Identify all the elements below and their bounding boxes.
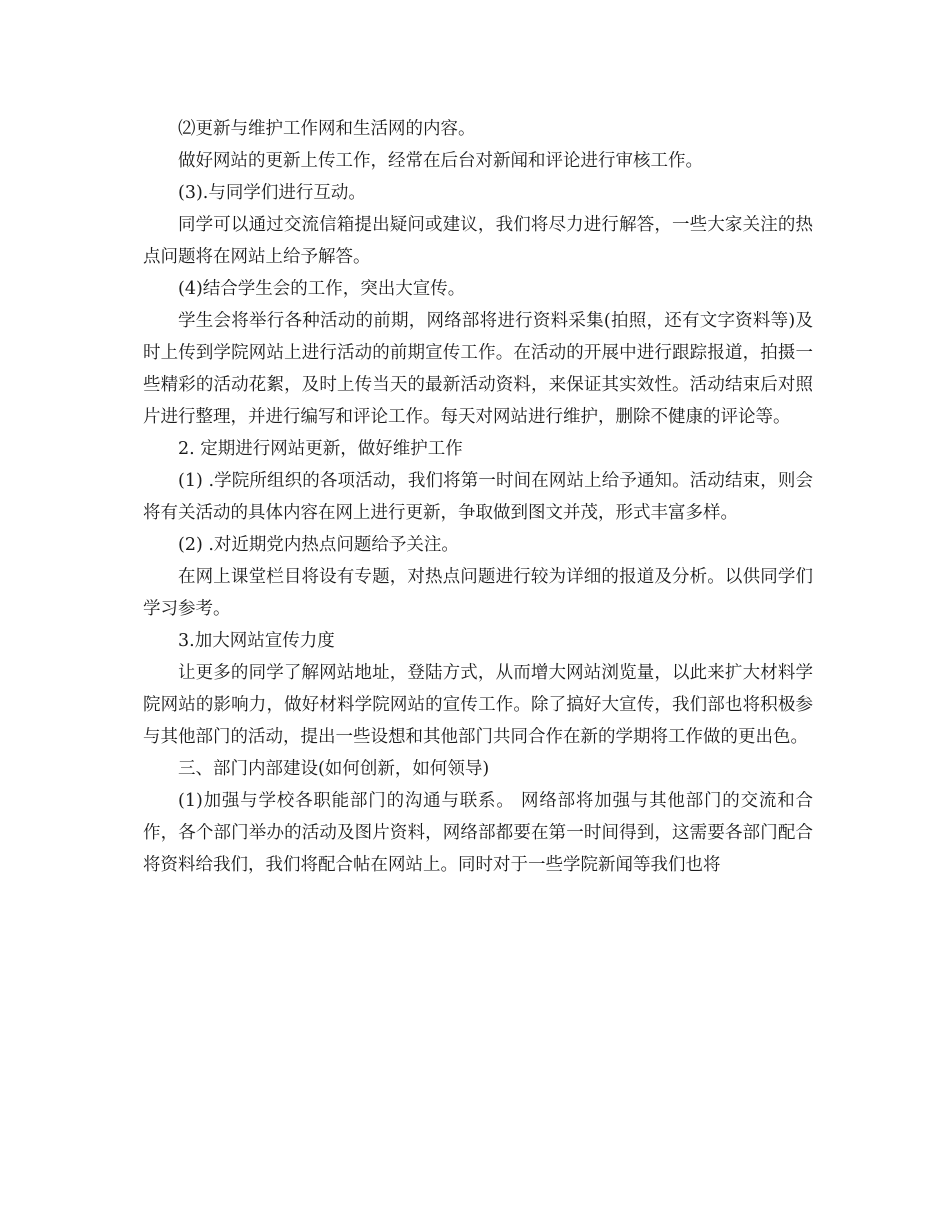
paragraph: 3.加大网站宣传力度	[178, 631, 335, 651]
paragraph: 同学可以通过交流信箱提出疑问或建议，我们将尽力进行解答，一些大家关注的热点问题将在网站上给予解答。	[143, 215, 813, 267]
paragraph: 让更多的同学了解网站地址，登陆方式，从而增大网站浏览量，以此来扩大材料学院网站的影响力，做好材料学院网站的宣传工作。除了搞好大宣传，我们部也将积极参与其他部门的活动，提出一些设想和其他部门共同合作在新的学期将工作做的更出色。	[143, 663, 813, 747]
paragraph: 三、部门内部建设(如何创新，如何领导)	[178, 759, 490, 779]
paragraph: ⑵更新与维护工作网和生活网的内容。	[178, 119, 476, 139]
paragraph: 做好网站的更新上传工作，经常在后台对新闻和评论进行审核工作。	[178, 151, 703, 171]
paragraph: (4)结合学生会的工作，突出大宣传。	[178, 279, 466, 299]
paragraph: (1)加强与学校各职能部门的沟通与联系。 网络部将加强与其他部门的交流和合作，各个部门举办的活动及图片资料，网络部都要在第一时间得到，这需要各部门配合将资料给我们，我们将配合帖在网站上。同时对于一些学院新闻等我们也将	[143, 791, 813, 875]
paragraph: (1) .学院所组织的各项活动，我们将第一时间在网站上给予通知。活动结束，则会将有关活动的具体内容在网上进行更新，争取做到图文并茂，形式丰富多样。	[143, 471, 813, 523]
paragraph: 在网上课堂栏目将设有专题，对热点问题进行较为详细的报道及分析。以供同学们学习参考。	[143, 567, 813, 619]
paragraph: 2. 定期进行网站更新，做好维护工作	[178, 439, 463, 459]
document-page	[143, 113, 813, 881]
paragraph: (2) .对近期党内热点问题给予关注。	[178, 535, 459, 555]
paragraph: (3).与同学们进行互动。	[178, 183, 366, 203]
paragraph: 学生会将举行各种活动的前期，网络部将进行资料采集(拍照，还有文字资料等)及时上传到学院网站上进行活动的前期宣传工作。在活动的开展中进行跟踪报道，拍摄一些精彩的活动花絮，及时上传当天的最新活动资料，来保证其实效性。活动结束后对照片进行整理，并进行编写和评论工作。每天对网站进行维护，删除不健康的评论等。	[143, 311, 813, 427]
